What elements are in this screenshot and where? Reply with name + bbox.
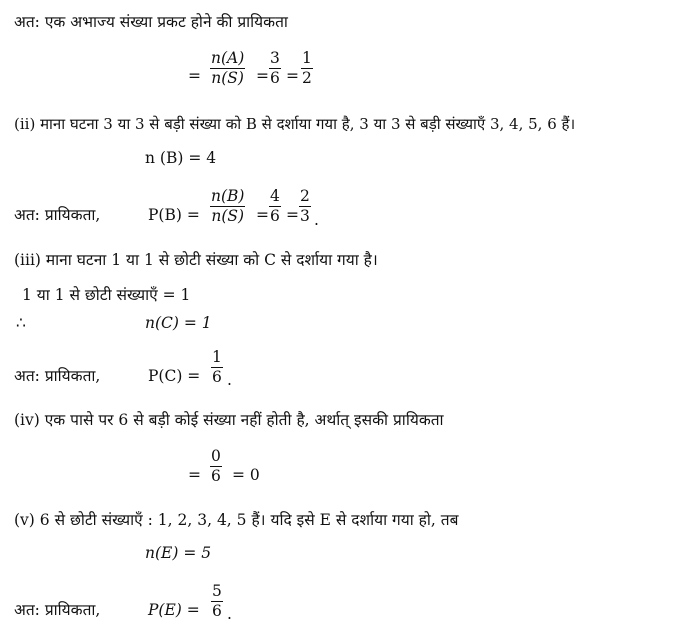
numerator: n(A) [211, 49, 245, 67]
fraction-5-6 [211, 582, 223, 621]
numerator: 4 [270, 187, 280, 205]
numerator: 3 [270, 49, 280, 67]
denominator: n(S) [211, 207, 245, 225]
equals-sign: = [286, 67, 299, 85]
text-line-event-c: (iii) माना घटना 1 या 1 से छोटी संख्या को C से दर्शाया गया है। [14, 251, 378, 269]
period: . [227, 371, 232, 389]
fraction-1-6 [211, 348, 223, 387]
text-line-smaller-numbers: 1 या 1 से छोटी संख्याएँ = 1 [22, 286, 191, 304]
fraction-nA-nS [210, 49, 245, 88]
equals-sign: = [188, 67, 201, 85]
text-line-event-b: (ii) माना घटना 3 या 3 से बड़ी संख्या को B से दर्शाया गया है, 3 या 3 से बड़ी संख्याएँ 3, 4, 5, 6 हैं। [14, 115, 576, 133]
therefore-symbol: ∴ [16, 314, 26, 332]
denominator: 6 [212, 368, 222, 386]
equals-zero: = 0 [232, 466, 260, 484]
denominator: 6 [212, 602, 222, 620]
probability-label: अत: प्रायिकता, [14, 601, 101, 619]
n-c-value: n(C) = 1 [145, 314, 212, 332]
n-e-value: n(E) = 5 [145, 544, 212, 562]
probability-label: अत: प्रायिकता, [14, 206, 101, 224]
numerator: 5 [212, 582, 222, 600]
denominator: 2 [302, 69, 312, 87]
text-line-prime-probability: अत: एक अभाज्य संख्या प्रकट होने की प्रायिकता [14, 13, 288, 31]
p-c-lhs: P(C) = [148, 367, 201, 385]
denominator: 6 [270, 69, 280, 87]
p-b-lhs: P(B) = [148, 206, 200, 224]
p-e-lhs: P(E) = [148, 601, 200, 619]
numerator: 0 [211, 447, 221, 465]
denominator: 6 [270, 207, 280, 225]
fraction-nB-nS [210, 187, 245, 226]
n-b-value: n (B) = 4 [145, 149, 217, 167]
numerator: n(B) [211, 187, 245, 205]
equals-sign: = [188, 466, 201, 484]
numerator: 1 [302, 49, 312, 67]
fraction-2-3 [299, 187, 311, 226]
text-line-die-greater-than-six: (iv) एक पासे पर 6 से बड़ी कोई संख्या नहीं होती है, अर्थात् इसकी प्रायिकता [14, 411, 444, 429]
probability-label: अत: प्रायिकता, [14, 367, 101, 385]
numerator: 1 [212, 348, 222, 366]
period: . [314, 211, 319, 229]
denominator: 6 [211, 467, 221, 485]
numerator: 2 [300, 187, 310, 205]
fraction-1-2 [301, 49, 313, 88]
denominator: n(S) [211, 69, 244, 87]
fraction-4-6 [269, 187, 281, 226]
equals-sign: = [286, 206, 299, 224]
equals-sign: = [256, 206, 269, 224]
equals-sign: = [256, 67, 269, 85]
fraction-0-6 [210, 447, 222, 486]
text-line-event-e: (v) 6 से छोटी संख्याएँ : 1, 2, 3, 4, 5 हैं। यदि इसे E से दर्शाया गया हो, तब [14, 511, 459, 529]
denominator: 3 [300, 207, 310, 225]
period: . [227, 605, 232, 623]
fraction-3-6 [269, 49, 281, 88]
